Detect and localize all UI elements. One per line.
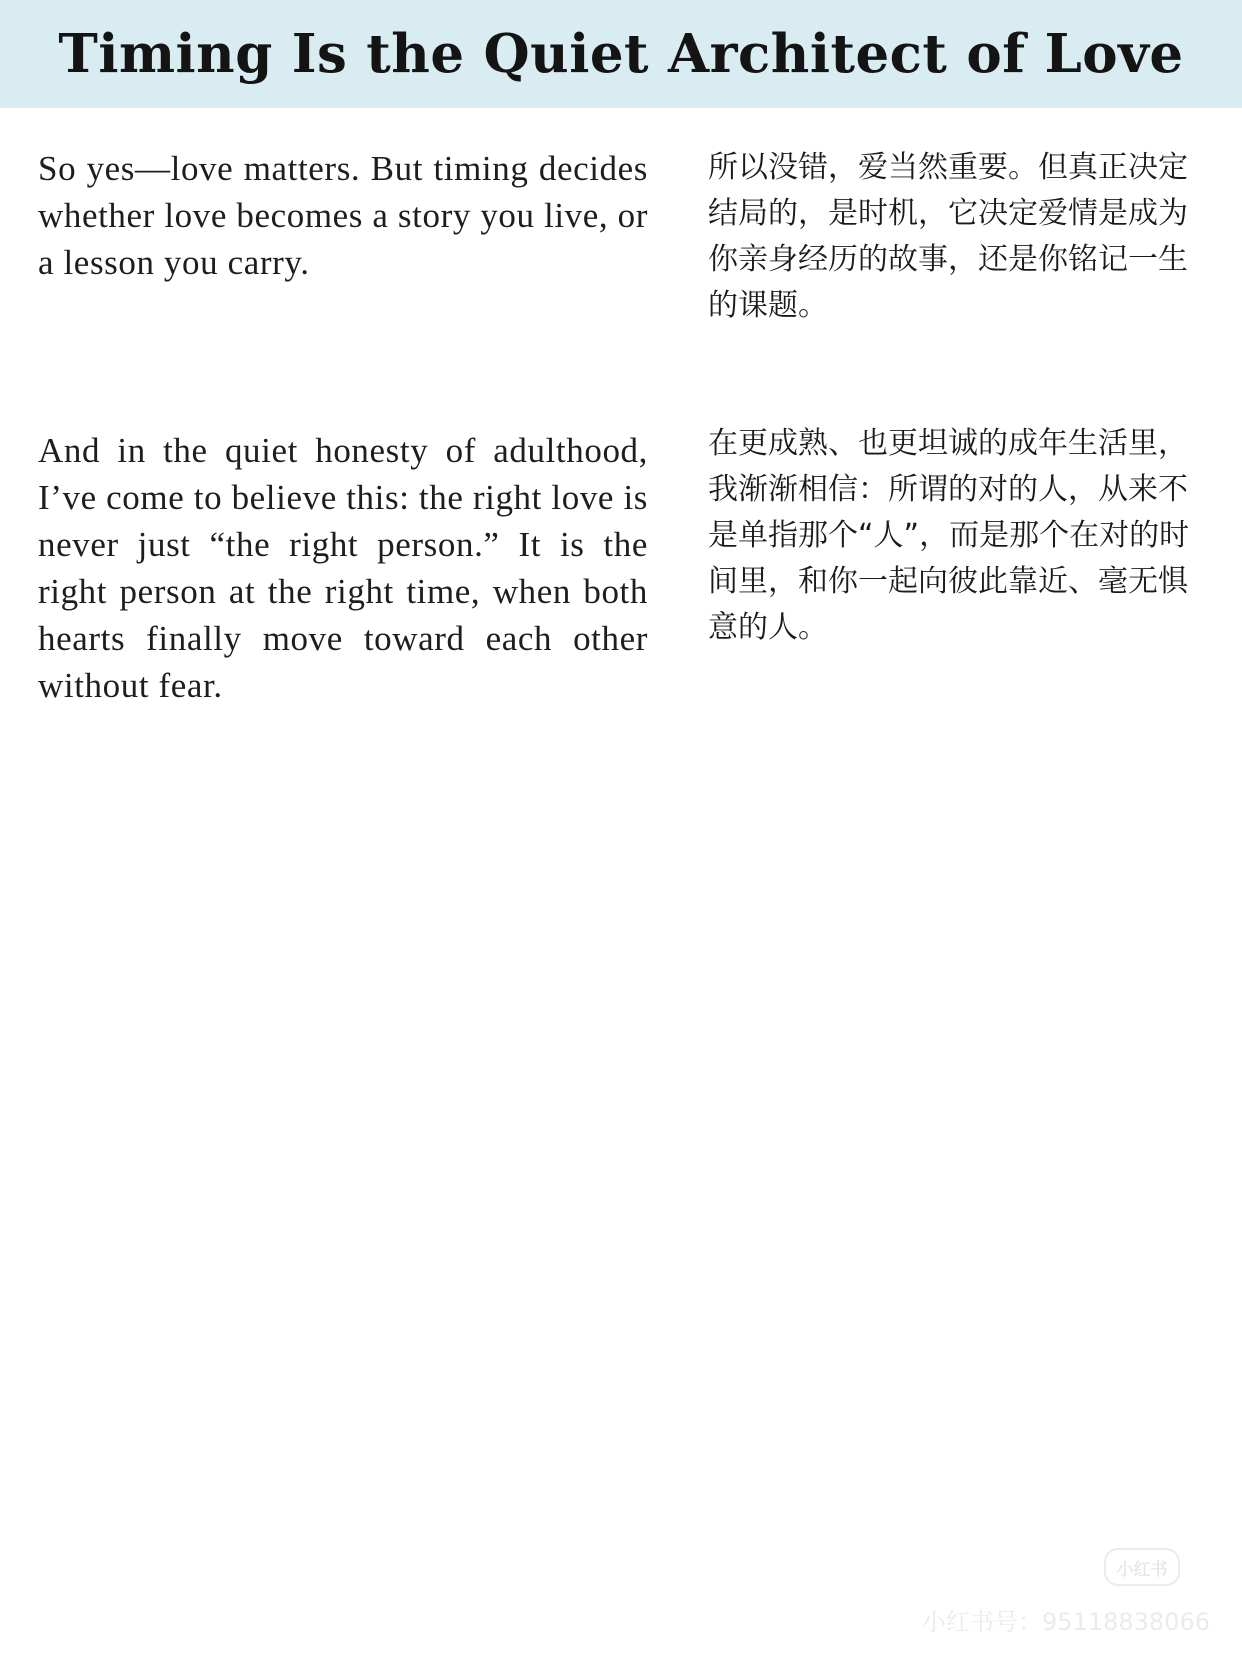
watermark-id: 小红书号：95118838066 [922,1608,1210,1636]
watermark-logo: 小红书 [1104,1548,1180,1586]
page-title: Timing Is the Quiet Architect of Love [58,23,1184,85]
paragraph-1-chinese: 所以没错，爱当然重要。但真正决定结局的，是时机，它决定爱情是成为你亲身经历的故事，还是你铭记一生的课题。 [708,150,1188,323]
paragraph-2-chinese: 在更成熟、也更坦诚的成年生活里，我渐渐相信：所谓的对的人，从来不是单指那个“人”，而是那个在对的时间里，和你一起向彼此靠近、毫无惧意的人。 [708,426,1190,645]
paragraph-1-english: So yes—love matters. But timing decides whether love becomes a story you live, or a lesson you carry. [38,149,648,282]
title-banner [0,0,1242,108]
paragraph-2-english: And in the quiet honesty of adulthood, I’ve come to believe this: the right love is never just “the right person.” It is the right person at the right time, when both hearts finally move toward each other without fear. [38,431,648,705]
